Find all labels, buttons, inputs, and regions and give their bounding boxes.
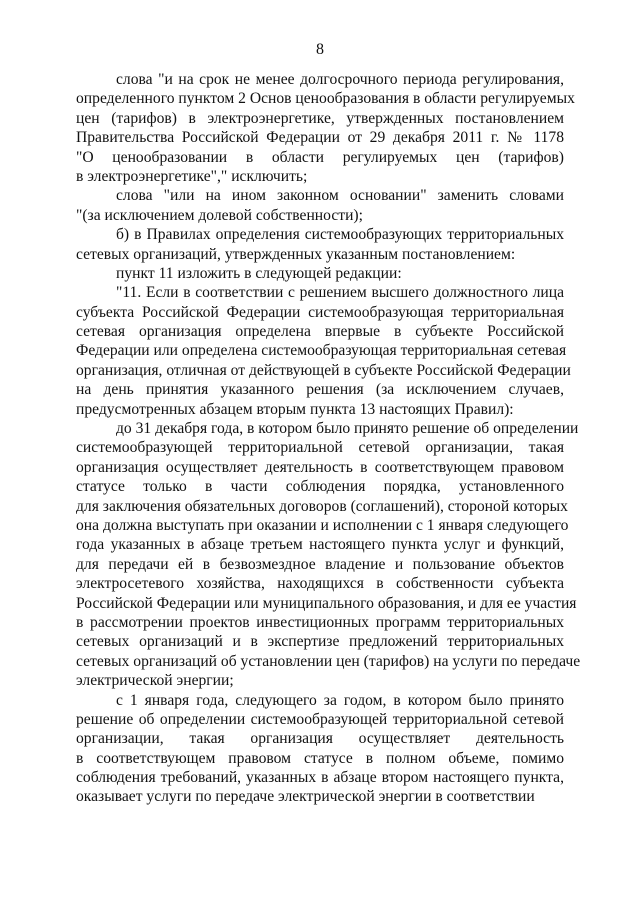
text-line: оказывает услуги по передаче электрической энергии в соответствии xyxy=(76,788,535,806)
text-line: Российской Федерации или муниципального образования, и для ее участия xyxy=(76,594,577,612)
text-line: организации, такая организация осуществляет деятельность xyxy=(76,730,564,748)
paragraph xyxy=(76,264,564,283)
text-line: Федерации или определена системообразующая территориальная сетевая xyxy=(76,342,567,360)
text-line: в соответствующем правовом статусе в полном объеме, помимо xyxy=(76,749,564,767)
text-line: на день принятия указанного решения (за исключением случаев, xyxy=(76,381,564,399)
text-line: сетевых организаций и в экспертизе предложений территориальных xyxy=(76,633,564,651)
paragraph xyxy=(76,186,564,225)
text-line: в рассмотрении проектов инвестиционных программ территориальных xyxy=(76,613,564,631)
text-line: соблюдения требований, указанных в абзаце втором настоящего пункта, xyxy=(76,769,564,787)
text-line: "(за исключением долевой собственности); xyxy=(76,206,363,224)
text-line: в электроэнергетике"," исключить; xyxy=(76,167,308,185)
paragraph xyxy=(76,225,564,264)
text-line: до 31 декабря года, в котором было принято решение об определении xyxy=(116,420,579,438)
text-line: сетевая организация определена впервые в субъекте Российской xyxy=(76,323,564,341)
text-line: организация, отличная от действующей в субъекте Российской Федерации xyxy=(76,361,571,379)
paragraph xyxy=(76,419,581,690)
text-line: электрической энергии; xyxy=(76,672,234,690)
text-line: организация осуществляет деятельность в соответствующем правовом xyxy=(76,458,564,476)
text-line: б) в Правилах определения системообразующих территориальных xyxy=(116,226,564,244)
text-line: для передачи ей в безвозмездное владение и пользование объектов xyxy=(76,555,564,573)
text-line: предусмотренных абзацем вторым пункта 13 настоящих Правил): xyxy=(76,400,514,418)
text-line: решение об определении системообразующей территориальной сетевой xyxy=(76,710,564,728)
text-line: "11. Если в соответствии с решением высшего должностного лица xyxy=(116,284,564,302)
text-line: статусе только в части соблюдения порядка, установленного xyxy=(76,478,564,496)
text-line: для заключения обязательных договоров (соглашений), стороной которых xyxy=(76,497,568,515)
text-line: Правительства Российской Федерации от 29 декабря 2011 г. № 1178 xyxy=(76,129,564,147)
text-line: "О ценообразовании в области регулируемых цен (тарифов) xyxy=(76,148,564,166)
document-body xyxy=(76,70,581,807)
text-line: пункт 11 изложить в следующей редакции: xyxy=(116,264,402,282)
text-line: электросетевого хозяйства, находящихся в собственности субъекта xyxy=(76,575,564,593)
text-line: цен (тарифов) в электроэнергетике, утвержденных постановлением xyxy=(76,109,564,127)
text-line: с 1 января года, следующего за годом, в котором было принято xyxy=(116,691,564,709)
page-number: 8 xyxy=(316,41,324,58)
paragraph xyxy=(76,691,564,807)
text-line: слова "или на ином законном основании" заменить словами xyxy=(116,187,564,205)
paragraph xyxy=(76,283,571,419)
text-line: она должна выступать при оказании и исполнении с 1 января следующего xyxy=(76,516,569,534)
text-line: года указанных в абзаце третьем настоящего пункта услуг и функций, xyxy=(76,536,564,554)
text-line: сетевых организаций, утвержденных указанным постановлением: xyxy=(76,245,516,263)
text-line: системообразующей территориальной сетевой организации, такая xyxy=(76,439,564,457)
text-line: сетевых организаций об установлении цен (тарифов) на услуги по передаче xyxy=(76,652,581,670)
text-line: субъекта Российской Федерации системообразующая территориальная xyxy=(76,303,564,321)
text-line: слова "и на срок не менее долгосрочного периода регулирования, xyxy=(116,71,564,88)
text-line: определенного пунктом 2 Основ ценообразования в области регулируемых xyxy=(76,90,575,108)
paragraph xyxy=(76,70,575,186)
